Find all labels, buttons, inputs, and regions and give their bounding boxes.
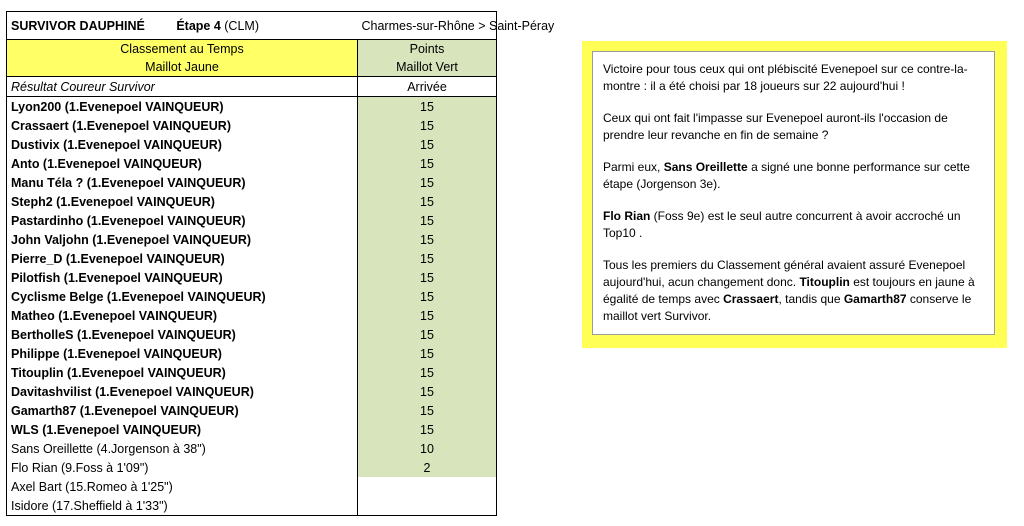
table-row — [7, 192, 497, 211]
player-cell[interactable]: Flo Rian (9.Foss à 1'09") — [7, 458, 358, 477]
table-row — [7, 458, 497, 477]
points-cell[interactable]: 15 — [358, 192, 497, 211]
points-cell[interactable]: 2 — [358, 458, 497, 477]
text-span: , tandis que — [778, 292, 844, 306]
table-row — [7, 268, 497, 287]
points-cell[interactable]: 15 — [358, 116, 497, 135]
subheader-row — [7, 77, 497, 97]
player-cell[interactable]: Pilotfish (1.Evenepoel VAINQUEUR) — [7, 268, 358, 287]
table-row — [7, 211, 497, 230]
points-cell[interactable] — [358, 496, 497, 516]
points-cell[interactable] — [358, 477, 497, 496]
points-cell[interactable]: 15 — [358, 420, 497, 439]
player-cell[interactable]: Gamarth87 (1.Evenepoel VAINQUEUR) — [7, 401, 358, 420]
player-cell[interactable]: Philippe (1.Evenepoel VAINQUEUR) — [7, 344, 358, 363]
text-span: est toujours en jaune à égalité de temps avec — [603, 275, 975, 306]
table-row — [7, 325, 497, 344]
points-cell[interactable]: 10 — [358, 439, 497, 458]
time-header-1[interactable]: Classement au Temps — [7, 40, 358, 59]
time-header-2[interactable]: Maillot Jaune — [7, 58, 358, 77]
comment-paragraph-1: Victoire pour tous ceux qui ont plébiscité Evenepoel sur ce contre-la-montre : il a été choisi par 18 joueurs sur 22 aujourd'hui ! — [603, 62, 968, 93]
points-cell[interactable]: 15 — [358, 230, 497, 249]
table-row — [7, 306, 497, 325]
points-cell[interactable]: 15 — [358, 363, 497, 382]
player-cell[interactable]: Anto (1.Evenepoel VAINQUEUR) — [7, 154, 358, 173]
player-name: Gamarth87 — [843, 292, 907, 306]
result-header[interactable]: Résultat Coureur Survivor — [7, 77, 358, 97]
points-cell[interactable]: 15 — [358, 344, 497, 363]
text-span: Tous les premiers du Classement général avaient assuré Evenepoel aujourd'hui, acun changement donc. — [603, 258, 966, 289]
points-cell[interactable]: 15 — [358, 325, 497, 344]
points-cell[interactable]: 15 — [358, 268, 497, 287]
route-label: Charmes-sur-Rhône > Saint-Péray — [361, 18, 555, 33]
title-cell[interactable] — [7, 12, 358, 40]
table-row — [7, 116, 497, 135]
text-span: conserve le maillot vert Survivor. — [603, 292, 972, 323]
table-row — [7, 287, 497, 306]
table-row — [7, 249, 497, 268]
table-row — [7, 496, 497, 516]
player-cell[interactable]: Steph2 (1.Evenepoel VAINQUEUR) — [7, 192, 358, 211]
points-cell[interactable]: 15 — [358, 249, 497, 268]
player-cell[interactable]: Isidore (17.Sheffield à 1'33") — [7, 496, 358, 516]
stage-type: (CLM) — [224, 18, 259, 33]
player-cell[interactable]: Pierre_D (1.Evenepoel VAINQUEUR) — [7, 249, 358, 268]
points-cell[interactable]: 15 — [358, 306, 497, 325]
stage-label: Étape 4 — [176, 18, 221, 33]
player-cell[interactable]: Davitashvilist (1.Evenepoel VAINQUEUR) — [7, 382, 358, 401]
player-cell[interactable]: Dustivix (1.Evenepoel VAINQUEUR) — [7, 135, 358, 154]
comment-box[interactable] — [592, 51, 995, 335]
table-row — [7, 344, 497, 363]
player-name: Sans Oreillette — [663, 160, 748, 174]
player-name: Flo Rian — [603, 209, 651, 223]
text-span: (Foss 9e) est le seul autre concurrent à avoir accroché un Top10 . — [603, 209, 961, 240]
text-span: Parmi eux, — [603, 160, 664, 174]
table-row — [7, 382, 497, 401]
player-cell[interactable]: Matheo (1.Evenepoel VAINQUEUR) — [7, 306, 358, 325]
comment-paragraph-2: Ceux qui ont fait l'impasse sur Evenepoel auront-ils l'occasion de prendre leur revanche en fin de semaine ? — [603, 111, 948, 142]
points-header-2[interactable]: Maillot Vert — [358, 58, 497, 77]
points-cell[interactable]: 15 — [358, 382, 497, 401]
comment-frame — [582, 41, 1007, 348]
table-row — [7, 230, 497, 249]
player-cell[interactable]: Titouplin (1.Evenepoel VAINQUEUR) — [7, 363, 358, 382]
player-cell[interactable]: Manu Téla ? (1.Evenepoel VAINQUEUR) — [7, 173, 358, 192]
comment-paragraph-5 — [603, 257, 984, 325]
text-span: a signé une bonne performance sur cette étape (Jorgenson 3e). — [603, 160, 970, 191]
table-row — [7, 135, 497, 154]
table-row — [7, 97, 497, 117]
points-header-1[interactable]: Points — [358, 40, 497, 59]
route-cell[interactable] — [358, 12, 555, 40]
player-name: Crassaert — [723, 292, 779, 306]
player-cell[interactable]: Lyon200 (1.Evenepoel VAINQUEUR) — [7, 97, 358, 117]
points-cell[interactable]: 15 — [358, 287, 497, 306]
player-name: Titouplin — [799, 275, 850, 289]
points-cell[interactable]: 15 — [358, 401, 497, 420]
player-cell[interactable]: John Valjohn (1.Evenepoel VAINQUEUR) — [7, 230, 358, 249]
points-cell[interactable]: 15 — [358, 97, 497, 117]
game-title: SURVIVOR DAUPHINÉ — [11, 18, 145, 33]
arrival-header[interactable]: Arrivée — [358, 77, 497, 97]
table-row — [7, 154, 497, 173]
title-row — [7, 12, 497, 40]
player-cell[interactable]: Sans Oreillette (4.Jorgenson à 38") — [7, 439, 358, 458]
table-row — [7, 439, 497, 458]
table-row — [7, 477, 497, 496]
points-cell[interactable]: 15 — [358, 135, 497, 154]
comment-paragraph-3 — [603, 159, 984, 193]
points-cell[interactable]: 15 — [358, 173, 497, 192]
player-cell[interactable]: BertholleS (1.Evenepoel VAINQUEUR) — [7, 325, 358, 344]
player-cell[interactable]: Crassaert (1.Evenepoel VAINQUEUR) — [7, 116, 358, 135]
header-row-1 — [7, 40, 497, 59]
comment-paragraph-4 — [603, 208, 984, 242]
points-cell[interactable]: 15 — [358, 211, 497, 230]
header-row-2 — [7, 58, 497, 77]
table-row — [7, 420, 497, 439]
table-row — [7, 363, 497, 382]
results-table — [6, 11, 555, 516]
table-row — [7, 401, 497, 420]
points-cell[interactable]: 15 — [358, 154, 497, 173]
player-cell[interactable]: Axel Bart (15.Romeo à 1'25") — [7, 477, 358, 496]
table-row — [7, 173, 497, 192]
player-cell[interactable]: WLS (1.Evenepoel VAINQUEUR) — [7, 420, 358, 439]
player-cell[interactable]: Cyclisme Belge (1.Evenepoel VAINQUEUR) — [7, 287, 358, 306]
player-cell[interactable]: Pastardinho (1.Evenepoel VAINQUEUR) — [7, 211, 358, 230]
